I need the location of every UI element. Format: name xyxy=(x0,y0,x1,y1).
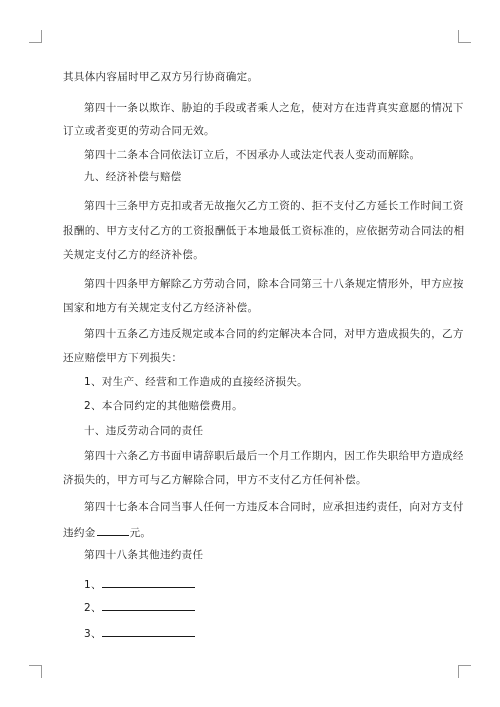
blank-list-item xyxy=(63,576,435,590)
penalty-label: 违约金 xyxy=(63,527,96,539)
article-43-line: 第四十三条甲方克扣或者无故拖欠乙方工资的、拒不支付乙方延长工作时间工资 xyxy=(84,200,464,212)
section-heading: 九、经济补偿与赔偿 xyxy=(84,171,182,183)
fill-in-blank xyxy=(102,625,195,637)
list-number: 1、 xyxy=(84,579,102,591)
fill-in-blank xyxy=(102,599,195,611)
article-41-line: 订立或者变更的劳动合同无效。 xyxy=(63,125,215,137)
crop-mark-bottom-right xyxy=(458,665,471,678)
article-43-line: 报酬的、甲方支付乙方的工资报酬低于本地最低工资标准的，应依据劳动合同法的相 xyxy=(63,225,465,237)
article-47-penalty-line xyxy=(63,524,435,538)
crop-mark-top-right xyxy=(458,30,471,43)
crop-mark-top-left xyxy=(29,30,42,43)
section-heading: 十、违反劳动合同的责任 xyxy=(84,425,204,437)
penalty-unit: 元。 xyxy=(129,527,152,539)
list-number: 3、 xyxy=(84,628,102,640)
crop-mark-bottom-left xyxy=(29,665,42,678)
list-item: 1、对生产、经营和工作造成的直接经济损失。 xyxy=(84,376,309,388)
article-46-line: 第四十六条乙方书面申请辞职后最后一个月工作期内，因工作失职给甲方造成经 xyxy=(84,450,464,462)
blank-list-item xyxy=(63,625,435,639)
article-45-line: 第四十五条乙方违反规定或本合同的约定解决本合同，对甲方造成损失的，乙方 xyxy=(84,328,464,340)
article-48-heading: 第四十八条其他违约责任 xyxy=(84,549,204,561)
list-number: 2、 xyxy=(84,602,102,614)
article-45-line: 还应赔偿甲方下列损失： xyxy=(63,352,183,364)
penalty-amount-blank xyxy=(97,524,129,536)
list-item: 2、本合同约定的其他赔偿费用。 xyxy=(84,400,243,412)
article-44-line: 国家和地方有关规定支付乙方经济补偿。 xyxy=(63,302,259,314)
article-42-line: 第四十二条本合同依法订立后，不因承办人或法定代表人变动而解除。 xyxy=(84,149,421,161)
article-47-line: 第四十七条本合同当事人任何一方违反本合同时，应承担违约责任，向对方支付 xyxy=(84,501,464,513)
article-44-line: 第四十四条甲方解除乙方劳动合同，除本合同第三十八条规定情形外，甲方应按 xyxy=(84,278,464,290)
article-46-line: 济损失的，甲方可与乙方解除合同，甲方不支付乙方任何补偿。 xyxy=(63,474,367,486)
paragraph-line: 其具体内容届时甲乙双方另行协商确定。 xyxy=(63,71,259,83)
blank-list-item xyxy=(63,599,435,613)
article-41-line: 第四十一条以欺诈、胁迫的手段或者乘人之危，使对方在违背真实意愿的情况下 xyxy=(84,102,464,114)
fill-in-blank xyxy=(102,576,195,588)
article-43-line: 关规定支付乙方的经济补偿。 xyxy=(63,249,205,261)
